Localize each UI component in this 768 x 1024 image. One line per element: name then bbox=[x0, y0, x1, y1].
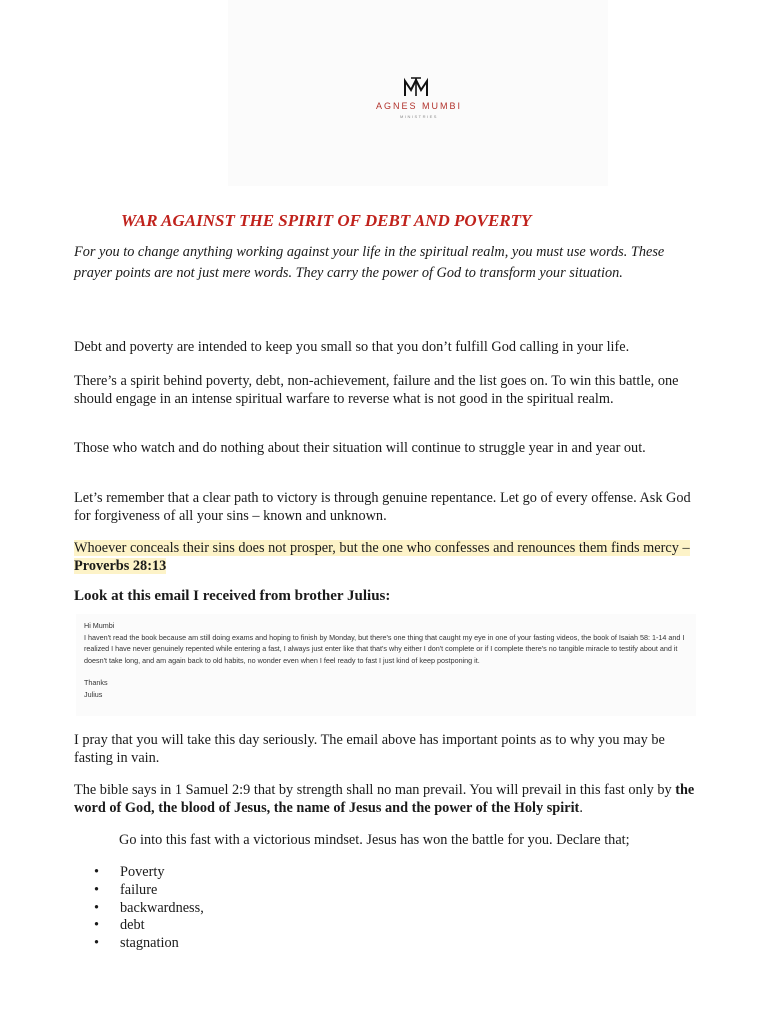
ministry-logo-icon bbox=[402, 76, 430, 98]
logo-subtitle: MINISTRIES bbox=[400, 114, 438, 119]
declaration-list bbox=[94, 864, 204, 953]
paragraph-repentance: Let’s remember that a clear path to victory is through genuine repentance. Let go of every offense. Ask God for forgiveness of all your sins – known and unknown. bbox=[74, 490, 691, 524]
bullet-icon: • bbox=[94, 935, 100, 952]
paragraph-bible bbox=[74, 782, 699, 817]
list-item bbox=[94, 917, 204, 935]
bullet-icon: • bbox=[94, 899, 100, 916]
email-heading-text: Look at this email I received from brother Julius bbox=[74, 588, 386, 604]
list-item-label: debt bbox=[120, 917, 145, 934]
bible-prefix: The bible says in 1 Samuel 2:9 that by strength shall no man prevail. You will prevail in this fast only by bbox=[74, 782, 676, 798]
list-item bbox=[94, 900, 204, 918]
paragraph-declare: Go into this fast with a victorious mindset. Jesus has won the battle for you. Declare that; bbox=[119, 832, 630, 848]
list-item-label: failure bbox=[120, 881, 158, 898]
email-greeting: Hi Mumbi bbox=[84, 621, 115, 630]
list-item bbox=[94, 935, 204, 953]
paragraph-debt-intent: Debt and poverty are intended to keep you small so that you don’t fulfill God calling in your life. bbox=[74, 339, 630, 355]
intro-text: For you to change anything working against your life in the spiritual realm, you must use words. These prayer points are not just mere words. They carry the power of God to transform your situation. bbox=[74, 244, 665, 281]
email-body: I haven't read the book because am still doing exams and hoping to finish by Monday, but there's one thing that caught my eye in one of your fasting videos, the book of Isaiah 58: 1-14 and I realized I have never genuinely repented while entering a fast, I always just enter like that that's why either I don't complete or if I complete there's no tangible miracle to testify about and it doesn't take long, and am again back to old habits, no wonder even when I feel ready to fast I just kind of keep postponing it. bbox=[84, 632, 685, 665]
logo-name: AGNES MUMBI bbox=[375, 101, 462, 111]
paragraph-watchers: Those who watch and do nothing about their situation will continue to struggle year in and year out. bbox=[74, 440, 646, 456]
email-screenshot bbox=[76, 614, 696, 716]
quote-reference: Proverbs 28:13 bbox=[74, 557, 167, 574]
email-signature: Julius bbox=[84, 689, 103, 699]
list-item-label: stagnation bbox=[120, 935, 179, 952]
list-item-label: Poverty bbox=[120, 864, 165, 880]
paragraph-spirit-behind: There’s a spirit behind poverty, debt, non-achievement, failure and the list goes on. To win this battle, one should engage in an intense spiritual warfare to reverse what is not good in the spiritual realm. bbox=[74, 373, 679, 407]
email-signoff: Thanks bbox=[84, 678, 108, 687]
scripture-quote bbox=[74, 540, 699, 575]
list-item bbox=[94, 864, 204, 882]
bullet-icon: • bbox=[94, 881, 100, 898]
quote-text: Whoever conceals their sins does not prosper, but the one who confesses and renounces them finds mercy – bbox=[74, 540, 690, 556]
bullet-icon: • bbox=[94, 864, 100, 880]
bible-suffix: . bbox=[579, 799, 583, 816]
paragraph-after-email: I pray that you will take this day seriously. The email above has important points as to why you may be fasting in vain. bbox=[74, 732, 665, 766]
page-title: WAR AGAINST THE SPIRIT OF DEBT AND POVERTY bbox=[121, 211, 532, 230]
email-heading bbox=[74, 588, 390, 605]
list-item-label: backwardness, bbox=[120, 899, 204, 916]
bible-bold: the word of God, the blood of Jesus, the name of Jesus and the power of the Holy spirit bbox=[74, 782, 695, 816]
bullet-icon: • bbox=[94, 917, 100, 934]
email-heading-colon: : bbox=[385, 588, 391, 604]
list-item bbox=[94, 882, 204, 900]
